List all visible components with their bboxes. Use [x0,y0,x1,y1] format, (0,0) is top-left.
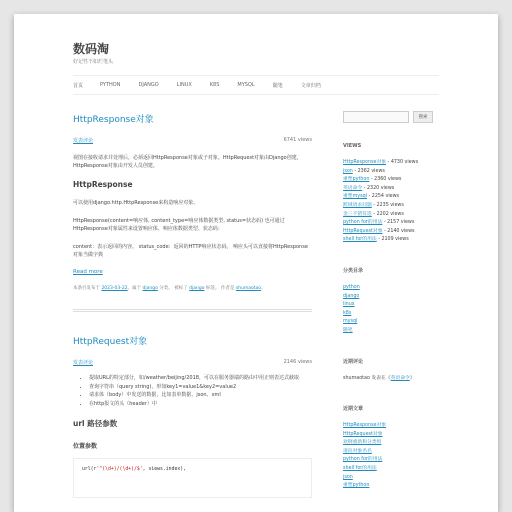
main-content [73,104,312,498]
article-subheading: 位置参数 [73,443,98,450]
article-title[interactable]: HttpRequest对象 [73,337,148,347]
post-link[interactable]: shell for的用法 [343,237,377,243]
list-item [343,482,439,491]
view-count: - 2254 views [366,194,400,200]
sidebar [343,111,439,491]
recent-posts-list [343,422,439,491]
code-text: url(r [82,467,97,472]
footer-text: 标签。 作者是 [205,286,235,291]
view-count: - 4730 views [386,160,419,165]
nav-item-django[interactable]: DJANGO [138,82,159,88]
site-description: 好记性不如烂笔头 [73,59,114,65]
list-item [343,159,439,168]
list-item [343,422,439,431]
nav-item-mysql[interactable]: MYSQL [237,82,255,88]
post-link[interactable]: 重塑python [343,177,370,183]
comments-list [343,375,439,384]
post-link[interactable]: 英语命令 [343,185,363,191]
comment-text: 发表在《 [369,375,391,381]
article-meta [73,359,312,366]
code-text: , views.index), [142,467,186,472]
page-container [14,14,498,512]
category-link[interactable]: python [343,284,360,290]
article-bullet-list [89,374,312,408]
view-count: - 2235 views [371,202,404,208]
list-item [343,293,439,302]
list-item [343,211,439,220]
search-input[interactable] [343,111,409,123]
article-heading: HttpResponse [73,180,133,189]
list-item: • 提取URL的特定部分，如/weather/beijing/2018，可以在服务器端的路由中用正则表达式截取 [89,374,312,383]
article-paragraph: 可以使用django.http.HttpResponse来构造响应对象。 [73,200,199,206]
post-link[interactable]: 请向对象名名 [343,448,372,454]
widget-title-views: VIEWS [343,143,362,149]
article-paragraph: content：表示返回的内容。 status_code：返回的HTTP响应状态码。 响应头可以直接将HttpResponse对象当做字典 [73,244,308,258]
post-link[interactable]: HttpResponse对象 [343,160,387,165]
post-link[interactable]: shell for的用法 [343,466,377,472]
post-link[interactable]: 英语命令 [390,375,410,381]
article-divider [73,309,312,312]
search-form [343,111,439,123]
category-link[interactable]: linux [343,302,355,308]
view-count: 6741 views [283,137,312,143]
list-item [343,439,439,448]
article-heading: url 路径参数 [73,419,118,428]
comment-link[interactable]: 发表评论 [73,360,94,366]
widget-title-comments: 近期评论 [343,358,364,365]
article-footer [73,285,312,291]
list-item [343,228,439,237]
site-title[interactable]: 数码淘 [73,42,110,56]
view-count: - 2320 views [362,185,395,191]
list-item [343,465,439,474]
read-more-link[interactable]: Read more [73,269,103,275]
view-count: - 2360 views [369,177,402,183]
comment-link[interactable]: 发表评论 [73,138,94,144]
view-count: - 2157 views [382,220,415,226]
list-item [343,474,439,483]
list-item [343,327,439,336]
list-item [343,219,439,228]
article [73,334,312,498]
category-link[interactable]: mysql [343,319,358,325]
list-item [343,301,439,310]
nav-item-notes[interactable]: 随笔 [272,82,283,89]
nav-item-k8s[interactable]: K8S [209,82,220,88]
list-item [343,310,439,319]
list-item [343,202,439,211]
view-count: 2146 views [283,359,312,365]
post-link[interactable]: 跨域请求问题 [343,202,372,208]
post-link[interactable]: 金三不错符选 [343,211,372,217]
view-count: - 2202 views [371,211,404,217]
post-link[interactable]: 欢钢重新和分类组 [343,440,382,446]
author-link[interactable]: shumaotao [235,286,262,291]
article [73,112,312,291]
category-link[interactable]: django [343,293,360,299]
nav-item-python[interactable]: PYTHON [100,82,121,88]
footer-text: 本条目发布于 [73,286,100,291]
comment-author: shumaotao [343,375,370,381]
list-item [343,448,439,457]
view-count: - 2362 views [352,168,385,174]
nav-item-linux[interactable]: LINUX [176,82,192,88]
category-link[interactable]: k8s [343,310,352,316]
post-link[interactable]: python for的用法 [343,457,383,463]
list-item [343,375,439,384]
list-item [343,318,439,327]
view-count: - 2140 views [382,228,415,234]
categories-list [343,284,439,336]
nav-item-archive[interactable]: 文章归档 [300,82,321,89]
article-meta [73,137,312,144]
widget-title-recent: 近期文章 [343,406,364,413]
post-link[interactable]: json [343,474,353,480]
post-link[interactable]: HttpRequest对象 [343,431,383,437]
view-count: - 2109 views [376,237,409,243]
list-item [343,176,439,185]
list-item [343,193,439,202]
search-button[interactable]: 搜索 [413,111,433,123]
footer-text: 分类。 被标了 [159,286,188,291]
list-item: • 请求体（body）中发送的数据，比如表单数据、json、xml [89,391,312,400]
post-link[interactable]: json [343,168,353,174]
article-paragraph: 视图在接收请求并处理后，必须返回HttpResponse对象或子对象。HttpRequest对象由Django创建，HttpResponse对象由开发人员创建。 [73,155,302,169]
code-string: '^(\d+)/(\d+)/$' [96,467,143,472]
footer-text: 。属于 [127,286,142,291]
list-item: • 查询字符串（query string)，形如key1=value1&key2=value2 [89,383,312,392]
article-title[interactable]: HttpResponse对象 [73,115,154,125]
nav-item-home[interactable]: 首页 [73,82,84,89]
code-block [73,458,312,498]
post-link[interactable]: 重塑python [343,483,370,489]
comment-text: 》 [409,375,415,381]
main-nav [73,75,439,95]
article-paragraph: HttpResponse(content=响应体, content_type=响应体数据类型, status=状态码) 也可通过HttpResponse对象属性来设置响应体、响应体数据类型、状态码： [73,218,285,232]
post-link[interactable]: python for的用法 [343,220,383,226]
post-link[interactable]: 重塑mysql [343,194,367,200]
footer-text: 。 [261,286,266,291]
list-item [343,168,439,177]
list-item [343,431,439,440]
list-item [343,185,439,194]
post-link[interactable]: HttpResponse对象 [343,423,387,429]
post-date-link[interactable]: 2023-03-22 [101,286,128,291]
post-link[interactable]: HttpRequest对象 [343,228,383,234]
list-item [343,236,439,245]
list-item [343,284,439,293]
widget-title-categories: 分类目录 [343,267,364,274]
category-link[interactable]: django [142,286,158,291]
views-list [343,159,439,245]
list-item [343,456,439,465]
category-link[interactable]: 随笔 [343,327,353,333]
list-item: • 在http报文的头（header）中 [89,400,312,409]
tag-link[interactable]: django [189,286,205,291]
